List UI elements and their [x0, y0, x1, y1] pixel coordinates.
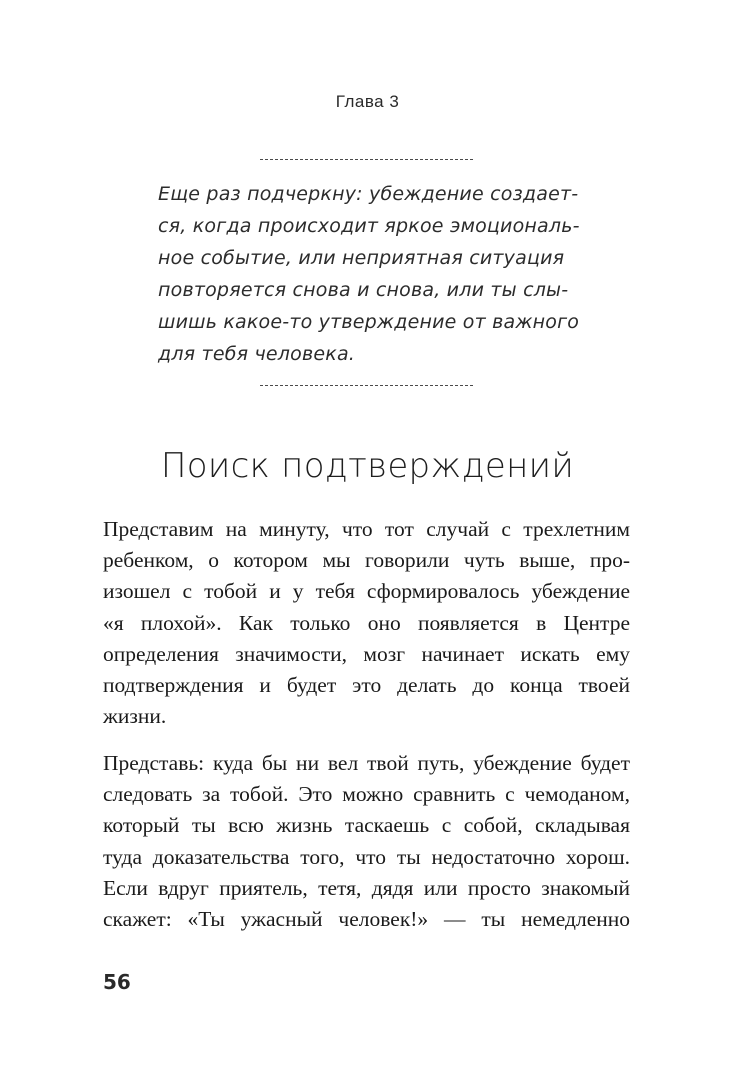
- pull-quote: [158, 178, 598, 370]
- paragraph-line: Если вдруг приятель, тетя, дядя или просто знакомый: [103, 875, 630, 900]
- paragraph-line: определения значимости, мозг начинает искать ему: [103, 641, 630, 666]
- paragraph-line: Представь: куда бы ни вел твой путь, убеждение будет: [103, 751, 630, 775]
- paragraph-line: «я плохой». Как только оно появляется в Центре: [103, 610, 630, 635]
- page-number: 56: [103, 970, 131, 994]
- quote-line: повторяется снова и снова, или ты слы-: [158, 279, 569, 301]
- quote-divider-top: [260, 159, 473, 160]
- running-head: Глава 3: [335, 92, 400, 111]
- paragraph-1: [103, 514, 630, 732]
- quote-divider-bottom: [260, 385, 473, 386]
- paragraph-line: ребенком, о котором мы говорили чуть выше, про-: [103, 548, 630, 573]
- quote-line: ся, когда происходит яркое эмоциональ-: [158, 215, 580, 237]
- quote-line: ное событие, или неприятная ситуация: [158, 247, 565, 269]
- quote-line: для тебя человека.: [158, 343, 356, 365]
- paragraph-line: следовать за тобой. Это можно сравнить с чемоданом,: [103, 782, 630, 807]
- paragraph-line: Представим на минуту, что тот случай с трехлетним: [103, 517, 630, 541]
- paragraph-line: туда доказательства того, что ты недостаточно хорош.: [103, 844, 630, 869]
- paragraph-line: подтверждения и будет это делать до конца твоей: [103, 673, 630, 698]
- paragraph-2: [103, 748, 630, 935]
- paragraph-line: который ты всю жизнь таскаешь с собой, складывая: [103, 813, 630, 838]
- section-heading: Поиск подтверждений: [160, 446, 575, 486]
- paragraph-line: жизни.: [103, 704, 167, 729]
- quote-line: шишь какое-то утверждение от важного: [158, 311, 580, 333]
- paragraph-line: изошел с тобой и у тебя сформировалось убеждение: [103, 579, 630, 604]
- paragraph-line: скажет: «Ты ужасный человек!» — ты немедленно: [103, 907, 630, 932]
- quote-line: Еще раз подчеркну: убеждение создает-: [158, 183, 579, 205]
